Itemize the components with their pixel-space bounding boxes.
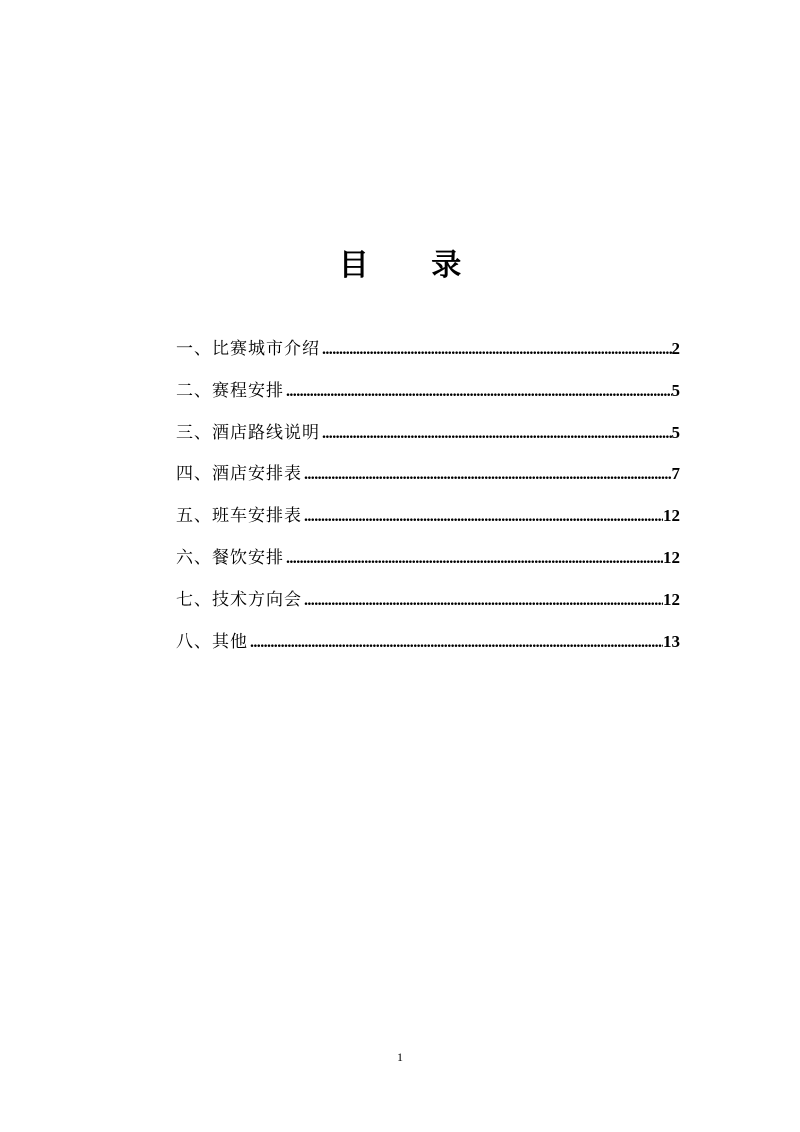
toc-entry-other[interactable] xyxy=(176,627,680,669)
toc-entry-page-number: 13 xyxy=(663,631,680,651)
toc-entry-page-number: 2 xyxy=(671,339,680,358)
toc-dot-leader xyxy=(302,586,663,616)
toc-entry-city-intro[interactable] xyxy=(176,334,680,376)
toc-entry-schedule[interactable] xyxy=(176,376,680,418)
page-title: 目 录 xyxy=(338,248,488,283)
table-of-contents xyxy=(176,334,680,668)
toc-dot-leader xyxy=(284,544,663,574)
toc-entry-label: 六、餐饮安排 xyxy=(176,547,284,568)
toc-dot-leader xyxy=(284,377,672,407)
toc-entry-label: 三、酒店路线说明 xyxy=(176,422,320,443)
toc-entry-label: 二、赛程安排 xyxy=(176,380,284,401)
toc-entry-shuttle-table[interactable] xyxy=(176,501,680,543)
toc-entry-label: 一、比赛城市介绍 xyxy=(176,339,320,359)
toc-dot-leader xyxy=(302,460,672,490)
toc-entry-label: 五、班车安排表 xyxy=(176,506,302,527)
toc-dot-leader xyxy=(248,628,663,658)
toc-entry-hotel-table[interactable] xyxy=(176,459,680,501)
toc-entry-label: 四、酒店安排表 xyxy=(176,464,302,485)
toc-entry-page-number: 12 xyxy=(663,547,680,567)
toc-entry-catering[interactable] xyxy=(176,543,680,585)
footer-page-number: 1 xyxy=(397,1050,403,1064)
toc-entry-page-number: 5 xyxy=(671,422,680,442)
toc-entry-hotel-route[interactable] xyxy=(176,418,680,460)
toc-entry-technical-meeting[interactable] xyxy=(176,585,680,627)
toc-entry-page-number: 12 xyxy=(663,589,680,609)
toc-entry-label: 八、其他 xyxy=(176,631,248,652)
toc-entry-page-number: 5 xyxy=(671,380,680,400)
toc-dot-leader xyxy=(320,419,672,449)
toc-dot-leader xyxy=(302,502,663,532)
toc-dot-leader xyxy=(320,335,672,365)
toc-entry-page-number: 12 xyxy=(663,506,680,526)
toc-entry-page-number: 7 xyxy=(671,464,680,484)
toc-entry-label: 七、技术方向会 xyxy=(176,589,302,610)
